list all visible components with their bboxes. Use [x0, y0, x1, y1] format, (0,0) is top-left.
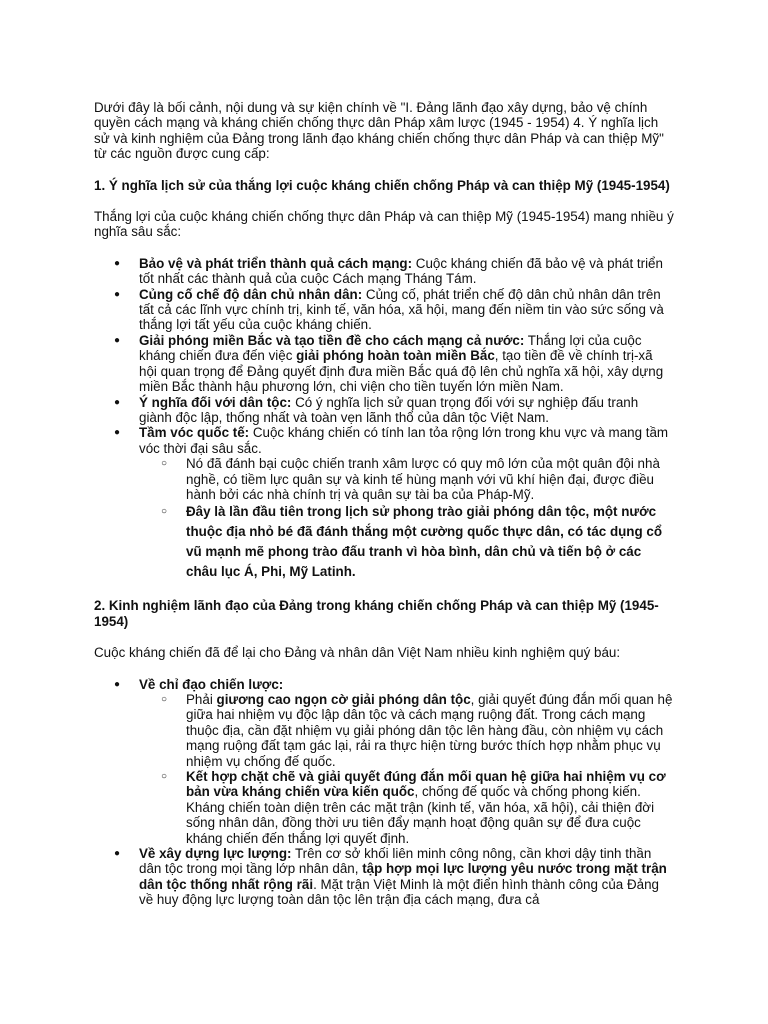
list-item: [94, 677, 674, 846]
item-title: Bảo vệ và phát triển thành quả cách mạng:: [139, 255, 413, 271]
item-title: Giải phóng miền Bắc và tạo tiền đề cho cách mạng cả nước:: [139, 332, 525, 348]
list-item: [94, 425, 674, 582]
section-2-heading: 2. Kinh nghiệm lãnh đạo của Đảng trong kháng chiến chống Pháp và can thiệp Mỹ (1945-1954): [94, 598, 659, 629]
intro-paragraph: Dưới đây là bối cảnh, nội dung và sự kiện chính về "I. Đảng lãnh đạo xây dựng, bảo vệ chính quyền cách mạng và kháng chiến chống thực dân Pháp xâm lược (1945 - 1954) 4. Ý nghĩa lịch sử và kinh nghiệm của Đảng trong lãnh đạo kháng chiến chống thực dân Pháp và can thiệp Mỹ" từ các nguồn được cung cấp:: [94, 100, 664, 162]
list-item: [94, 846, 674, 908]
section-2-lead: Cuộc kháng chiến đã để lại cho Đảng và nhân dân Việt Nam nhiều kinh nghiệm quý báu:: [94, 645, 621, 661]
list-item: [94, 395, 674, 426]
section-1-list: [94, 256, 674, 583]
item-text: , tạo tiền đề về chính trị-xã hội quan trọng để Đảng quyết định đưa miền Bắc quá độ lên chủ nghĩa xã hội, xây dựng miền Bắc thành hậu phương lớn, chi viện cho tiền tuyến lớn miền Nam.: [139, 348, 664, 395]
list-item: [94, 333, 674, 395]
item-text: Trên cơ sở khối liên minh công nông, cần khơi dậy tinh thần dân tộc trong mọi tầng lớp nhân dân,: [139, 846, 652, 877]
sub-list-item: [139, 769, 674, 846]
item-text: Có ý nghĩa lịch sử quan trọng đối với sự nghiệp đấu tranh giành độc lập, thống nhất và toàn vẹn lãnh thổ của dân tộc Việt Nam.: [139, 394, 639, 425]
sub-list-item: ○ Nó đã đánh bại cuộc chiến tranh xâm lược có quy mô lớn của một quân đội nhà nghề, có tiềm lực quân sự và kinh tế hùng mạnh với vũ khí hiện đại, được điều hành bởi các nhà chính trị và quân sự tài ba của Pháp-Mỹ.: [139, 456, 674, 502]
item-title: Về xây dựng lực lượng:: [139, 846, 292, 862]
item-text: Thắng lợi của cuộc kháng chiến đưa đến việc: [139, 332, 642, 364]
sub-list: [139, 692, 674, 846]
item-text: Củng cố, phát triển chế độ dân chủ nhân dân trên tất cả các lĩnh vực chính trị, kinh tế, văn hóa, xã hội, mang đến niềm tin vào sức sống và thắng lợi tất yếu của cuộc kháng chiến.: [139, 286, 664, 333]
item-title: Tầm vóc quốc tế:: [139, 425, 250, 441]
item-title: Về chỉ đạo chiến lược:: [139, 676, 284, 692]
sub-list-item: [139, 502, 674, 582]
item-emphasis: tập hợp mọi lực lượng yêu nước trong mặt trận dân tộc thống nhất rộng rãi: [139, 861, 667, 892]
item-text: , giải quyết đúng đắn mối quan hệ giữa hai nhiệm vụ độc lập dân tộc và cách mạng ruộng đất. Trong cách mạng thuộc địa, cần đặt nhiệm vụ giải phóng dân tộc lên hàng đầu, còn nhiệm vụ cách mạng ruộng đất tạm gác lại, rải ra thực hiện từng bước thích hợp nhằm phục vụ nhiệm vụ chống đế quốc.: [186, 691, 673, 769]
item-emphasis: Kết hợp chặt chẽ và giải quyết đúng đắn mối quan hệ giữa hai nhiệm vụ cơ bản vừa kháng chiến vừa kiến quốc: [186, 769, 666, 800]
item-text: , chống đế quốc và chống phong kiến. Kháng chiến toàn diện trên các mặt trận (kinh tế, văn hóa, xã hội), cải thiện đời sống nhân dân, đồng thời ưu tiên đẩy mạnh hoạt động quân sự để đưa cuộc kháng chiến đến thắng lợi quyết định.: [186, 784, 655, 846]
section-1-lead: Thắng lợi của cuộc kháng chiến chống thực dân Pháp và can thiệp Mỹ (1945-1954) mang nhiều ý nghĩa sâu sắc:: [94, 209, 674, 240]
sub-list-item: [139, 692, 674, 769]
list-item: [94, 287, 674, 333]
item-title: Ý nghĩa đối với dân tộc:: [139, 394, 292, 410]
item-text: Cuộc kháng chiến có tính lan tỏa rộng lớn trong khu vực và mang tầm vóc thời đại sâu sắc.: [139, 425, 669, 456]
item-text: Cuộc kháng chiến đã bảo vệ và phát triển tốt nhất các thành quả của cuộc Cách mạng Tháng Tám.: [139, 255, 663, 287]
sub-list: [139, 456, 674, 582]
section-1-heading: 1. Ý nghĩa lịch sử của thắng lợi cuộc kháng chiến chống Pháp và can thiệp Mỹ (1945-1954): [94, 177, 670, 193]
item-text: . Mặt trận Việt Minh là một điển hình thành công của Đảng về huy động lực lượng toàn dân tộc lên trận địa cách mạng, đưa cả: [139, 876, 659, 908]
item-emphasis: Đây là lần đầu tiên trong lịch sử phong trào giải phóng dân tộc, một nước thuộc địa nhỏ bé đã đánh thắng một cường quốc thực dân, có tác dụng cổ vũ mạnh mẽ phong trào đấu tranh vì hòa bình, dân chủ và tiến bộ ở các châu lục Á, Phi, Mỹ Latinh.: [186, 504, 663, 580]
item-emphasis: giải phóng hoàn toàn miền Bắc: [296, 348, 495, 364]
section-2-list: [94, 677, 674, 908]
item-text: Phải: [186, 691, 217, 707]
item-title: Củng cố chế độ dân chủ nhân dân:: [139, 286, 363, 302]
list-item: [94, 256, 674, 287]
item-emphasis: giương cao ngọn cờ giải phóng dân tộc: [216, 691, 471, 707]
